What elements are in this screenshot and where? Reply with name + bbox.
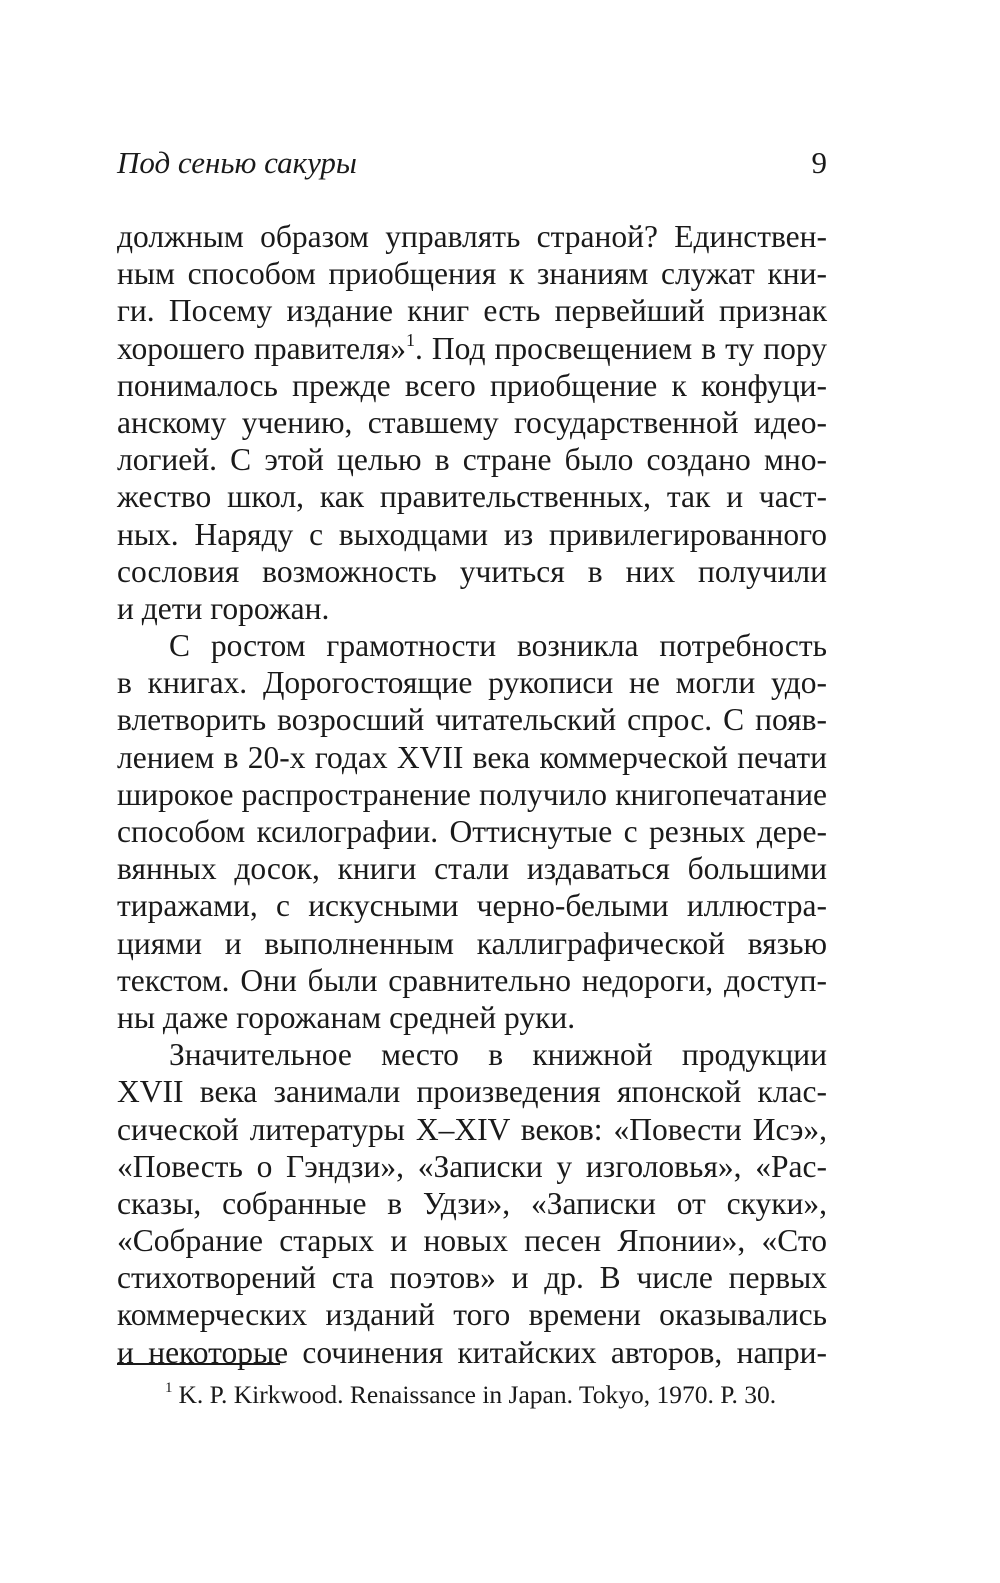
text-line: влетворить возросший читательский спрос. С появ- <box>117 702 827 738</box>
running-head <box>117 141 827 185</box>
text-line: XVII века занимали произведения японской клас- <box>117 1074 827 1110</box>
text-line: коммерческих изданий того времени оказывались <box>117 1297 827 1333</box>
running-title: Под сенью сакуры <box>117 145 357 180</box>
footnote-text: K. P. Kirkwood. Renaissance in Japan. Tokyo, 1970. P. 30. <box>178 1380 777 1409</box>
text-line: анскому учению, ставшему государственной идео- <box>117 404 827 440</box>
text-line: С ростом грамотности возникла потребность <box>169 628 827 664</box>
text-line: лением в 20-х годах XVII века коммерческой печати <box>117 739 827 775</box>
text-fragment: хорошего правителя» <box>117 330 406 366</box>
text-line: сказы, собранные в Удзи», «Записки от скуки», <box>117 1185 827 1221</box>
body-text <box>117 218 827 1371</box>
text-line: жество школ, как правительственных, так и част- <box>117 479 827 515</box>
footnote-reference[interactable]: 1 <box>405 329 415 350</box>
text-line: Значительное место в книжной продукции <box>169 1037 827 1073</box>
text-line: циями и выполненным каллиграфической вязью <box>117 925 827 961</box>
text-line: стихотворений ста поэтов» и др. В числе первых <box>117 1260 827 1296</box>
text-line: понималось прежде всего приобщение к конфуци- <box>117 367 827 403</box>
text-line: «Собрание старых и новых песен Японии», «Сто <box>117 1223 827 1259</box>
footnote-marker: 1 <box>165 1380 173 1396</box>
page-number: 9 <box>811 145 827 180</box>
text-line: способом ксилографии. Оттиснутые с резных дере- <box>117 814 827 849</box>
text-line-with-footnote-ref <box>117 330 827 367</box>
text-line: текстом. Они были сравнительно недороги, доступ- <box>117 962 827 998</box>
text-line: и дети горожан. <box>117 590 330 626</box>
text-line: и некоторые сочинения китайских авторов, напри- <box>117 1334 827 1370</box>
text-line: тиражами, с искусными черно-белыми иллюстра- <box>117 888 827 924</box>
text-line: логией. С этой целью в стране было создано мно- <box>117 442 827 478</box>
text-line: должным образом управлять страной? Единствен- <box>117 219 827 254</box>
footnote-divider <box>117 1363 280 1365</box>
text-line: ным способом приобщения к знаниям служат кни- <box>117 256 827 292</box>
text-line: ны даже горожанам средней руки. <box>117 999 576 1035</box>
footnote <box>165 1377 825 1413</box>
text-line: вянных досок, книги стали издаваться большими <box>117 851 827 887</box>
text-line: сословия возможность учиться в них получили <box>117 553 827 589</box>
text-line: ги. Посему издание книг есть первейший признак <box>117 293 827 329</box>
text-line: ных. Наряду с выходцами из привилегированного <box>117 516 827 552</box>
text-line: в книгах. Дорогостоящие рукописи не могли удо- <box>117 665 827 701</box>
text-line: «Повесть о Гэндзи», «Записки у изголовья», «Рас- <box>117 1148 827 1184</box>
text-fragment: . Под просвещением в ту пору <box>414 330 827 366</box>
text-line: сической литературы X–XIV веков: «Повести Исэ», <box>117 1111 827 1147</box>
text-line: широкое распространение получило книгопечатание <box>117 776 827 812</box>
